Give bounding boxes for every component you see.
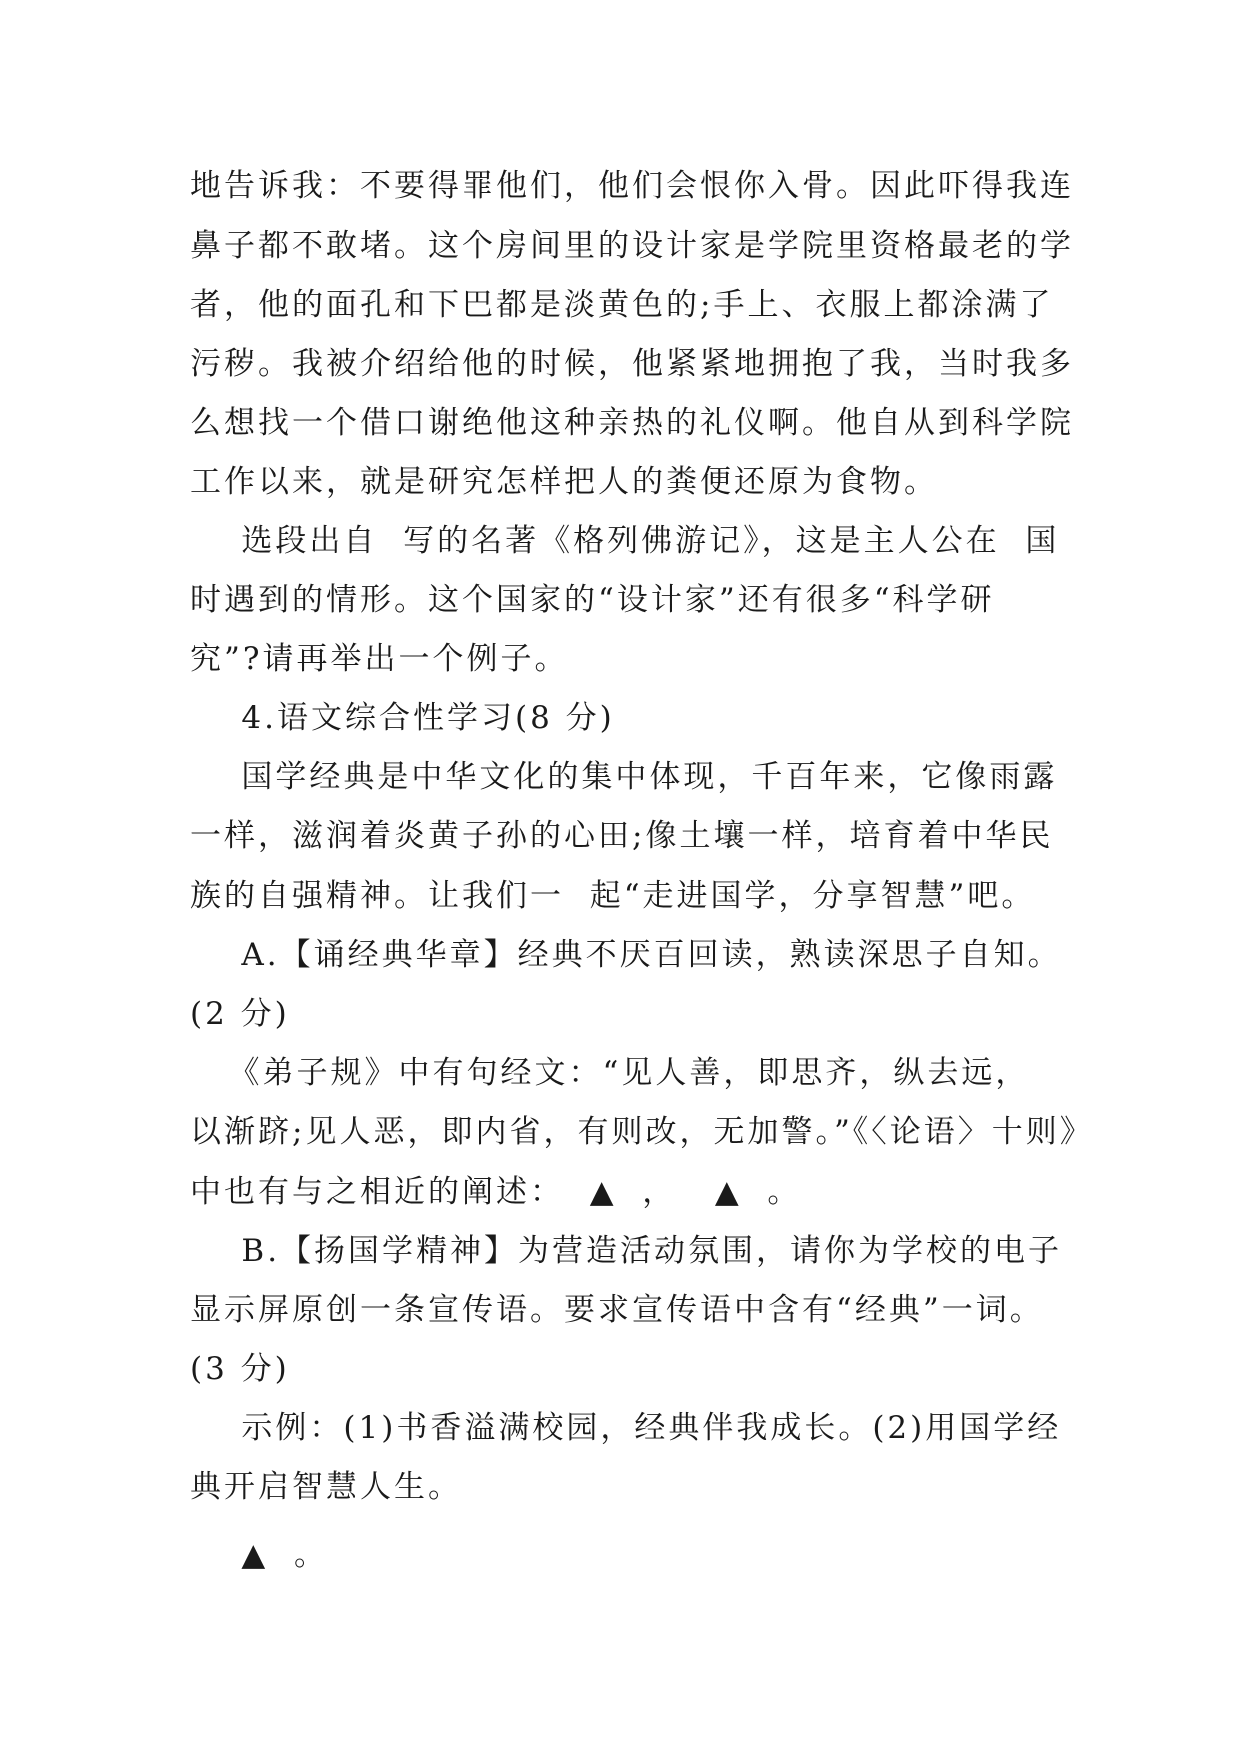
text-line: 时遇到的情形。这个国家的“设计家”还有很多“科学研 xyxy=(190,582,995,618)
text-line: 么想找一个借口谢绝他这种亲热的礼仪啊。他自从到科学院 xyxy=(190,405,1074,441)
text-line: 鼻子都不敢堵。这个房间里的设计家是学院里资格最老的学 xyxy=(190,228,1074,264)
score-note: (3 分) xyxy=(190,1351,290,1387)
text-line: A.【诵经典华章】经典不厌百回读，熟读深思子自知。 xyxy=(190,937,1062,973)
text-line: 污秽。我被介绍给他的时候，他紧紧地拥抱了我，当时我多 xyxy=(190,346,1074,382)
text-line: 选段出自 写的名著《格列佛游记》，这是主人公在 国 xyxy=(190,523,1060,559)
text-line: 国学经典是中华文化的集中体现，千百年来，它像雨露 xyxy=(190,759,1058,795)
score-note: (2 分) xyxy=(190,996,290,1032)
text-line: 典开启智慧人生。 xyxy=(190,1469,462,1505)
text-line: 地告诉我：不要得罪他们，他们会恨你入骨。因此吓得我连 xyxy=(190,168,1074,204)
text-line: 示例：(1)书香溢满校园，经典伴我成长。(2)用国学经 xyxy=(190,1410,1062,1446)
text-line: 工作以来，就是研究怎样把人的粪便还原为食物。 xyxy=(190,464,938,500)
text-line: 族的自强精神。让我们一 起“走进国学，分享智慧”吧。 xyxy=(190,878,1036,914)
section-heading: 4.语文综合性学习(8 分) xyxy=(190,700,615,736)
text-line: B.【扬国学精神】为营造活动氛围，请你为学校的电子 xyxy=(190,1233,1063,1269)
answer-blank-line: ▲ 。 xyxy=(190,1537,328,1573)
text-line: 究”?请再举出一个例子。 xyxy=(190,641,569,677)
text-line: 《弟子规》中有句经文：“见人善，即思齐，纵去远， xyxy=(190,1055,1030,1091)
text-line: 者，他的面孔和下巴都是淡黄色的;手上、衣服上都涂满了 xyxy=(190,287,1054,323)
text-line: 以渐跻;见人恶，即内省，有则改，无加警。”《〈论语〉十则》 xyxy=(190,1114,1094,1150)
text-line: 一样，滋润着炎黄子孙的心田;像土壤一样，培育着中华民 xyxy=(190,818,1054,854)
text-line: 显示屏原创一条宣传语。要求宣传语中含有“经典”一词。 xyxy=(190,1292,1044,1328)
answer-blank-line: 中也有与之相近的阐述： ▲ ， ▲ 。 xyxy=(190,1174,802,1210)
